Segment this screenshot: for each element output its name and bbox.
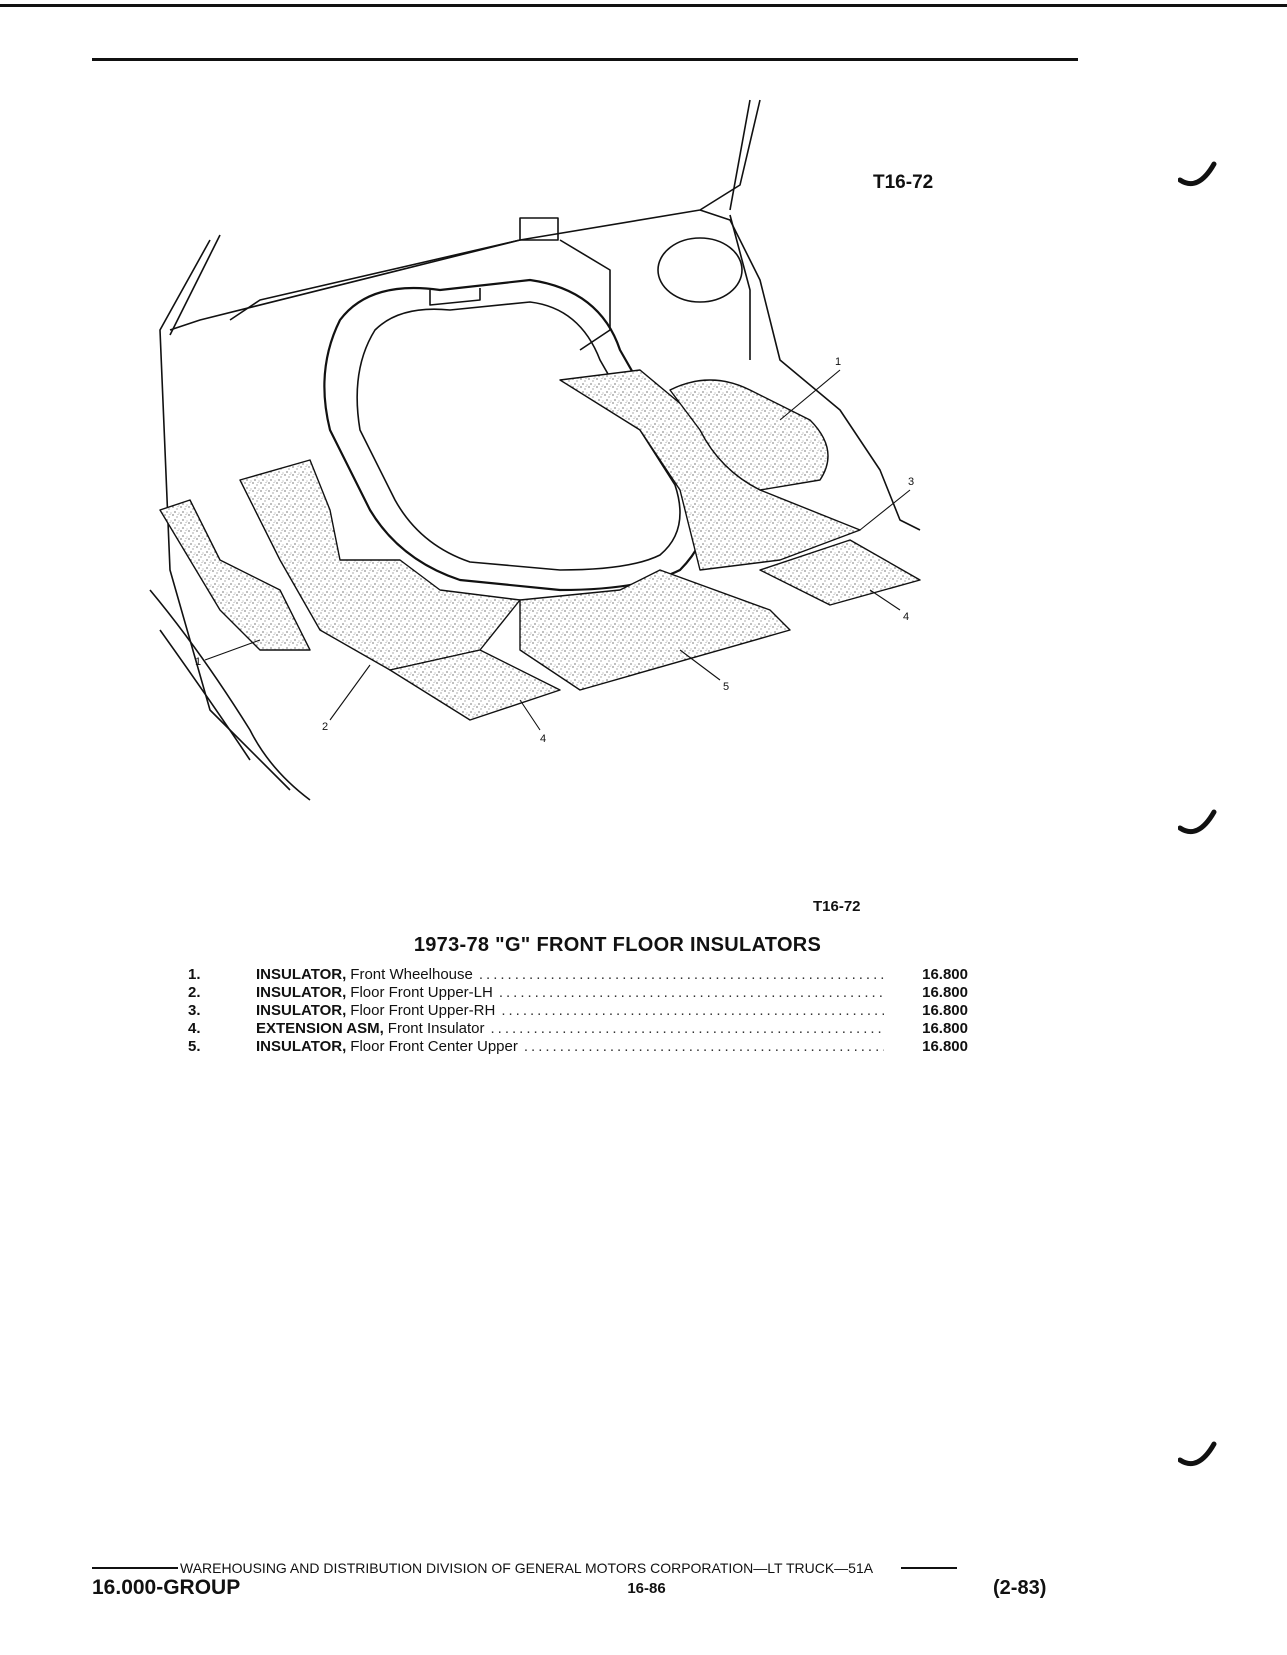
footer-division-text: WAREHOUSING AND DISTRIBUTION DIVISION OF GENERAL MOTORS CORPORATION—LT TRUCK—51A (180, 1560, 874, 1576)
part-group-number: 16.800 (922, 984, 968, 1001)
top-edge-rule (0, 4, 1287, 7)
part-row (188, 1002, 968, 1020)
part-name: INSULATOR, (256, 1038, 347, 1055)
parts-list-title-text: 1973-78 "G" FRONT FLOOR INSULATORS (413, 934, 822, 956)
figure-code-top: T16-72 (873, 172, 934, 193)
part-detail: Front Insulator (387, 1020, 485, 1037)
part-row (188, 966, 968, 984)
binding-mark-icon (1178, 1440, 1218, 1480)
part-row (188, 1020, 968, 1038)
floor-insulators-illustration (140, 90, 1060, 870)
footer-page-number-wrap (0, 1580, 1287, 1597)
footer-date: (2-83) (993, 1577, 1047, 1599)
dot-leader (524, 1038, 884, 1056)
header-rule (92, 58, 1078, 61)
part-group-number: 16.800 (922, 1002, 968, 1019)
callout-2: 2 (322, 721, 329, 733)
part-number: 5. (188, 1038, 201, 1055)
binding-mark-icon (1178, 808, 1218, 848)
part-group-number: 16.800 (922, 966, 968, 983)
part-name: INSULATOR, (256, 966, 347, 983)
footer-rule-left (92, 1567, 178, 1569)
part-group-number: 16.800 (922, 1020, 968, 1037)
dot-leader (491, 1020, 884, 1038)
part-name: INSULATOR, (256, 984, 347, 1001)
dot-leader (501, 1002, 884, 1020)
callout-1-right: 1 (835, 356, 842, 368)
firewall-opening (658, 238, 742, 302)
parts-list-title (0, 934, 1287, 957)
figure-code-bottom: T16-72 (813, 898, 861, 915)
part-detail: Floor Front Upper-RH (350, 1002, 496, 1019)
part-number: 1. (188, 966, 201, 983)
part-detail: Floor Front Upper-LH (350, 984, 493, 1001)
callout-4-right: 4 (903, 611, 910, 623)
part-group-number: 16.800 (922, 1038, 968, 1055)
binding-mark-icon (1178, 160, 1218, 200)
footer-rule-right (901, 1567, 957, 1569)
callout-3: 3 (908, 476, 915, 488)
footer-division-line (92, 1560, 1052, 1576)
dot-leader (499, 984, 884, 1002)
part-row (188, 1038, 968, 1056)
parts-list (188, 966, 968, 1056)
dot-leader (479, 966, 884, 984)
footer-group-label: 16.000-GROUP (92, 1576, 241, 1599)
part-number: 2. (188, 984, 201, 1001)
callout-5: 5 (723, 681, 730, 693)
part-name: EXTENSION ASM, (256, 1020, 384, 1037)
part-number: 3. (188, 1002, 201, 1019)
part-detail: Floor Front Center Upper (350, 1038, 518, 1055)
part-description (256, 966, 896, 984)
part-description (256, 1002, 896, 1020)
part-number: 4. (188, 1020, 201, 1037)
callout-4-left: 4 (540, 733, 547, 745)
part-row (188, 984, 968, 1002)
footer-page-number: 16-86 (627, 1580, 666, 1597)
part-description (256, 1020, 896, 1038)
part-detail: Front Wheelhouse (350, 966, 473, 983)
part-description (256, 1038, 896, 1056)
part-description (256, 984, 896, 1002)
callout-1-left: 1 (195, 656, 202, 668)
insulator-floor-center-upper (520, 570, 790, 690)
part-name: INSULATOR, (256, 1002, 347, 1019)
